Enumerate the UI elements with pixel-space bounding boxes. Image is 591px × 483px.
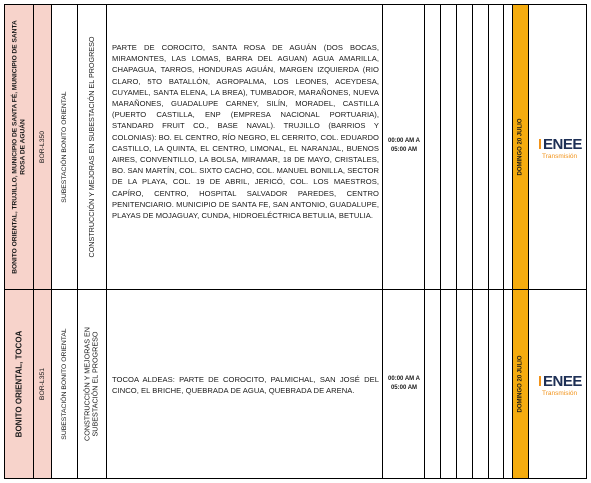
date-text: DOMINGO 20 JULIO — [517, 355, 524, 413]
substation-cell — [51, 4, 78, 290]
logo-subtitle: Transmisión — [542, 153, 578, 160]
time-range — [382, 137, 425, 155]
time-cell — [382, 289, 425, 479]
work-cell — [77, 4, 107, 290]
logo-word: ENEE — [543, 136, 582, 153]
blank-cell — [456, 4, 473, 290]
time-start: 00:00 AM A — [388, 376, 420, 382]
enee-transmision-logo — [539, 136, 582, 166]
logo-cell — [528, 289, 587, 479]
logo-cell — [528, 4, 587, 290]
enee-transmision-logo — [539, 373, 582, 403]
location-text: BONITO ORIENTAL, TRUJILLO, MUNICIPIO DE SANTA FÉ, MUNICIPIO DE SANTA ROSA DE AGUÁN — [11, 20, 26, 274]
substation-name: SUBESTACIÓN BONITO ORIENTAL — [60, 328, 68, 440]
circuit-code: BOR-L350 — [38, 130, 46, 164]
time-end: 05:00 AM — [390, 147, 418, 153]
date-cell — [512, 289, 529, 479]
substation-cell — [51, 289, 78, 479]
blank-cell — [488, 289, 504, 479]
affected-areas: TOCOA ALDEAS: PARTE DE COROCITO, PALMICHAL, SAN JOSÉ DEL CINCO, EL BRICHE, QUEBRADA DE AGUA, QUEBRADA DE ARENA. — [112, 375, 379, 396]
blank-cell — [456, 289, 473, 479]
location-text: BONITO ORIENTAL, TOCOA — [14, 330, 24, 438]
logo-word: ENEE — [543, 373, 582, 390]
circuit-cell — [33, 4, 52, 290]
circuit-code: BOR-L351 — [38, 367, 46, 401]
location-cell — [4, 289, 34, 479]
blank-cell — [424, 289, 441, 479]
logo-subtitle: Transmisión — [542, 390, 578, 397]
date-text: DOMINGO 20 JULIO — [517, 118, 524, 176]
time-range — [382, 375, 425, 393]
time-start: 00:00 AM A — [388, 138, 420, 144]
substation-name: SUBESTACIÓN BONITO ORIENTAL — [60, 91, 68, 203]
work-description: CONSTRUCCIÓN Y MEJORAS EN SUBESTACIÓN EL PROGRESO — [86, 36, 96, 258]
time-cell — [382, 4, 425, 290]
blank-cell — [440, 289, 457, 479]
blank-cell — [440, 4, 457, 290]
location-cell — [4, 4, 34, 290]
circuit-cell — [33, 289, 52, 479]
blank-cell — [424, 4, 441, 290]
time-end: 05:00 AM — [390, 385, 418, 391]
areas-cell — [106, 289, 383, 479]
blank-cell — [472, 289, 489, 479]
date-cell — [512, 4, 529, 290]
work-description: CONSTRUCCIÓN Y MEJORAS EN SUBESTACIÓN EL PROGRESO — [82, 327, 100, 441]
blank-cell — [488, 4, 504, 290]
affected-areas: PARTE DE COROCITO, SANTA ROSA DE AGUÁN (DOS BOCAS, MIRAMONTES, LAS LOMAS, BARRA DEL AGUAN) AGUA AMARILLA, CHAPAGUA, TARROS, HONDURAS AGUÁN, MARGEN IZQUIERDA (RIO CLARO, 5TO BATALLÓN, AGROPALMA, LOS LEONES, ACEYDESA, CUYAMEL, SANTA ELENA, LA BREA), TUMBADOR, MARAÑONES, NUEVA MARAÑONES, GUADALUPE CARNEY, SILÍN, MORADEL, CASTILLA (PUERTO CASTILLA, ENP (EMPRESA NACIONAL PORTUARIA), STANDARD FRUIT CO., BASE NAVAL). TRUJILLO (BARRIOS Y COLONIAS): BO. EL CENTRO, RÍO NEGRO, EL CERRITO, COL. EDUARDO CASTILLO, LA QUINTA, EL CENTRO, LIMONAL, EL NARANJAL, BUENOS AIRES, CONVENTILLO, LA BOLSA, MIRAMAR, 18 DE MAYO, CRISTALES, BO. SAN MARTÍN, COL. SIXTO CACHO, COL. MANUEL BONILLA, SECTOR DE LA PLAYA, COL. 19 DE ABRIL, JERICÓ, COL. LOS MAESTROS, CAPÍRO, CENTRO, HOSPITAL SALVADOR PAREDES, CENTRO PENITENCIARIO. MUNICIPIO DE SANTA FE, SAN ANTONIO, GUADALUPE, PLAYAS DE MOJAGUAY, CUNDA, HIDROELÉCTRICA BETULIA, BETULIA. — [112, 43, 379, 221]
blank-cell — [472, 4, 489, 290]
work-cell — [77, 289, 107, 479]
areas-cell — [106, 4, 383, 290]
